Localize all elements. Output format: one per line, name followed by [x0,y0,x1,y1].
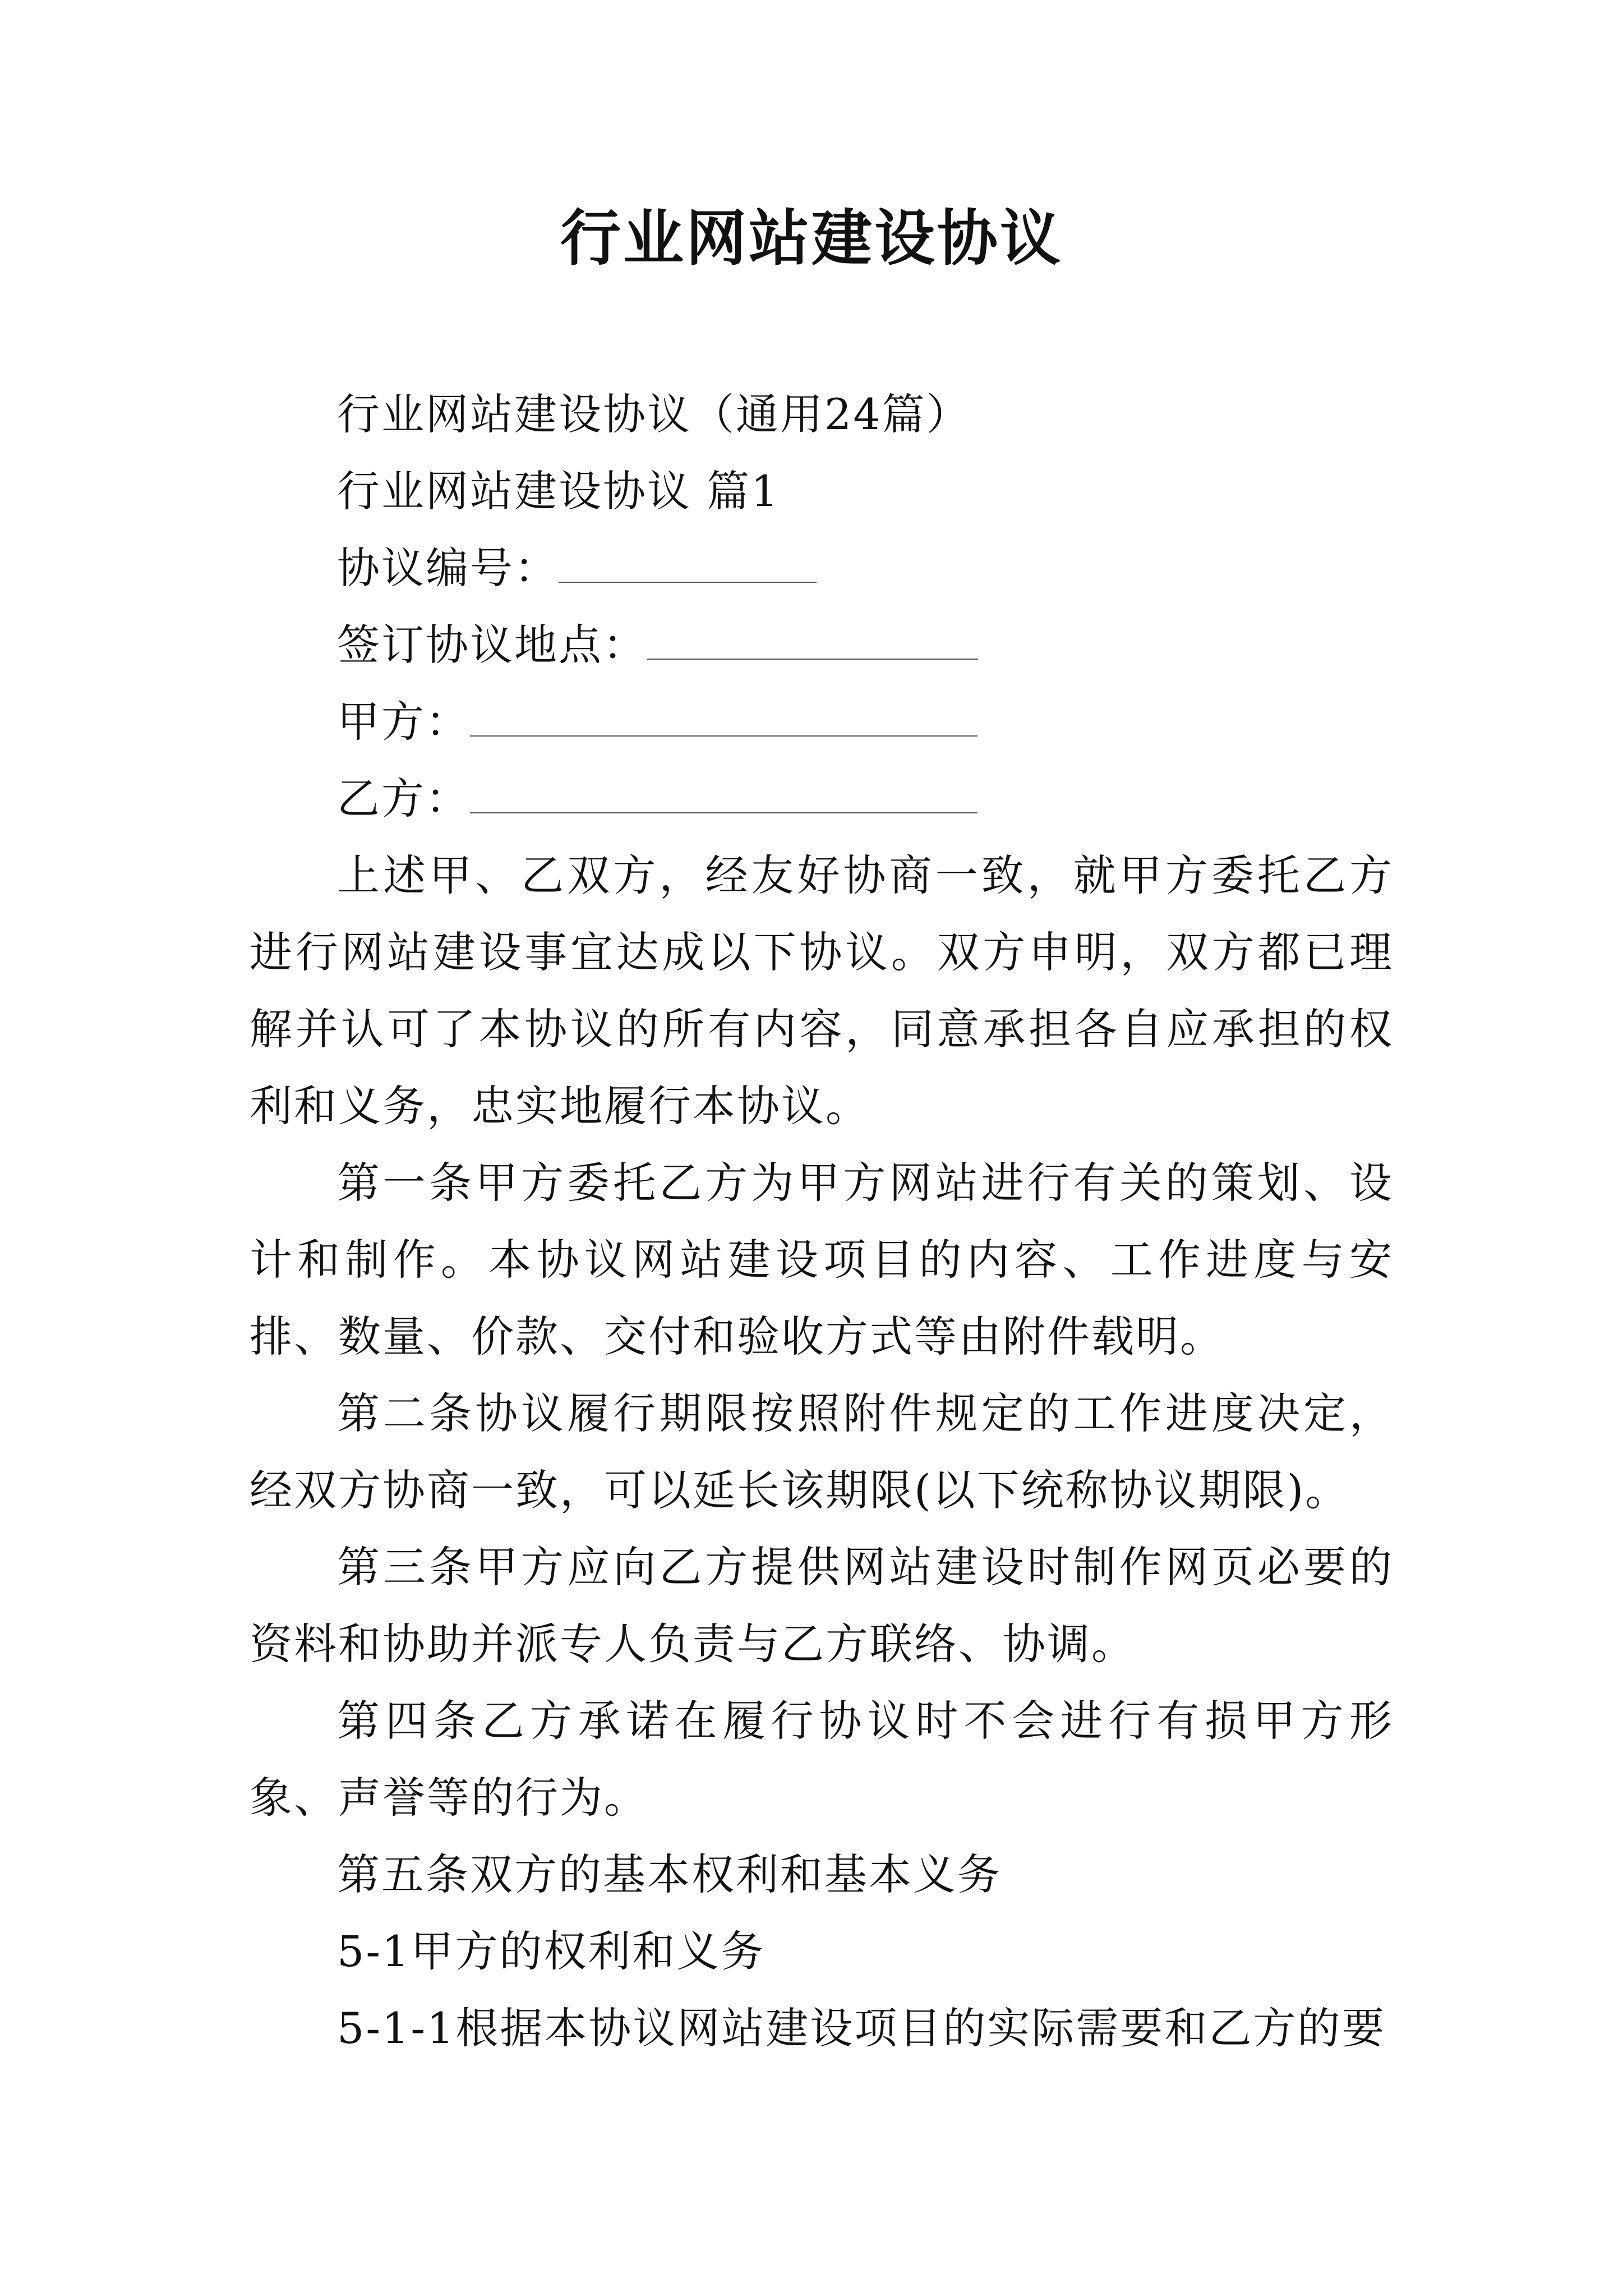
paragraph-article-2: 第二条协议履行期限按照附件规定的工作进度决定，经双方协商一致，可以延长该期限(以下统称协议期限)。 [250,1388,1394,1515]
document-subtitle: 行业网站建设协议（通用24篇） [337,389,971,439]
party-a-field [250,683,1394,760]
party-b-label: 乙方： [337,774,470,823]
agreement-no-label: 协议编号： [337,543,559,593]
paragraph-article-1: 第一条甲方委托乙方为甲方网站进行有关的策划、设计和制作。本协议网站建设项目的内容、工作进度与安排、数量、价款、交付和验收方式等由附件载明。 [250,1158,1394,1361]
agreement-no-field [250,530,1394,606]
paragraph-5-1: 5-1甲方的权利和义务 [337,1926,766,1976]
paragraph-article-4: 第四条乙方承诺在履行协议时不会进行有损甲方形象、声誉等的行为。 [250,1696,1394,1823]
party-a-label: 甲方： [337,697,470,747]
paragraph-article-5: 第五条双方的基本权利和基本义务 [337,1849,1002,1899]
section-heading: 行业网站建设协议 篇1 [337,466,780,516]
paragraph-5-1-1: 5-1-1根据本协议网站建设项目的实际需要和乙方的要 [337,2003,1386,2053]
party-b-field [250,760,1394,837]
document-body [250,376,1394,2067]
party-a-blank [470,693,978,737]
paragraph-article-3: 第三条甲方应向乙方提供网站建设时制作网页必要的资料和协助并派专人负责与乙方联络、协调。 [250,1542,1394,1669]
sign-place-blank [647,616,978,660]
document-title: 行业网站建设协议 [560,203,1063,274]
agreement-no-blank [559,539,817,583]
sign-place-field [250,606,1394,683]
paragraph-preamble: 上述甲、乙双方，经友好协商一致，就甲方委托乙方进行网站建设事宜达成以下协议。双方申明，双方都已理解并认可了本协议的所有内容，同意承担各自应承担的权利和义务，忠实地履行本协议。 [250,850,1394,1131]
party-b-blank [470,770,978,813]
sign-place-label: 签订协议地点： [337,620,647,670]
